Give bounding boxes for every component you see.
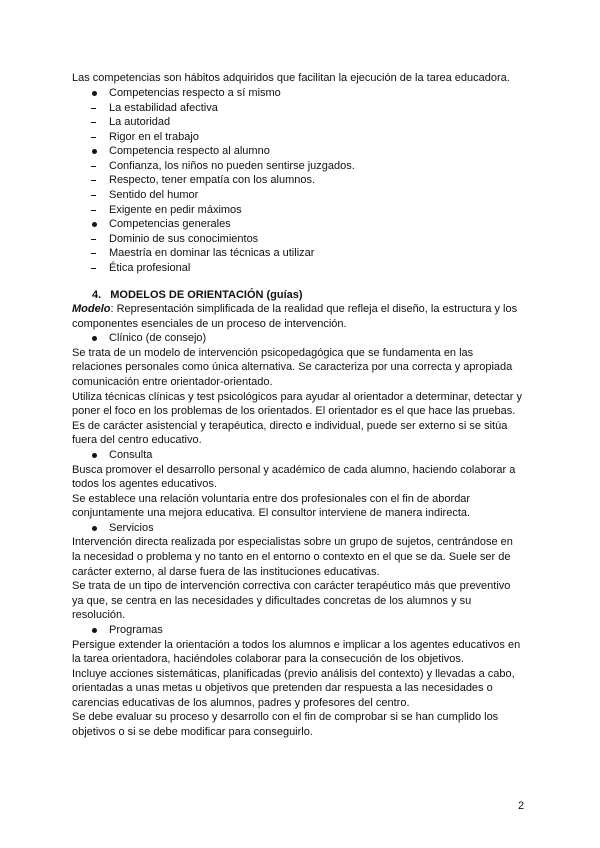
list-item: La estabilidad afectiva (89, 101, 218, 115)
list-item: Competencia respecto al alumno (89, 144, 270, 158)
list-item: Maestría en dominar las técnicas a utilizar (89, 246, 314, 260)
paragraph-line: comunicación entre orientador-orientado. (72, 376, 273, 388)
paragraph-line: orientadas a unas metas u objetivos que pretenden dar respuesta a las necesidades o (72, 682, 493, 694)
dash-icon (89, 261, 109, 275)
paragraph-line: la tarea orientadora, haciéndoles colaborar para la consecución de los objetivos. (72, 653, 464, 665)
bullet-icon (89, 521, 109, 535)
list-item: Sentido del humor (89, 188, 198, 202)
paragraph-line: todos los agentes educativos. (72, 478, 217, 490)
dash-icon (89, 159, 109, 173)
paragraph-line: carencias educativas de los alumnos, padres y profesores del centro. (72, 697, 410, 709)
subheading-programas: Programas (89, 623, 163, 637)
paragraph-line: carácter externo, al darse fuera de las instituciones educativas. (72, 566, 380, 578)
bullet-icon (89, 623, 109, 637)
paragraph-line: Utiliza técnicas clínicas y test psicológicos para ayudar al orientador a determinar, detectar y (72, 391, 522, 403)
dash-icon (89, 232, 109, 246)
bullet-icon (89, 331, 109, 345)
subheading-consulta: Consulta (89, 448, 152, 462)
dash-icon (89, 101, 109, 115)
bullet-icon (89, 144, 109, 158)
paragraph-line: poner el foco en los problemas de los orientados. El orientador es el que hace las pruebas. (72, 405, 516, 417)
subheading-servicios: Servicios (89, 521, 154, 535)
dash-icon (89, 246, 109, 260)
paragraph-line: objetivos o si se debe modificar para conseguirlo. (72, 726, 313, 738)
modelo-label: Modelo (72, 303, 111, 315)
paragraph-line: Intervención directa realizada por especialistas sobre un grupo de sujetos, centrándose en (72, 536, 513, 548)
paragraph-line: Busca promover el desarrollo personal y académico de cada alumno, haciendo colaborar a (72, 464, 516, 476)
paragraph-line: la necesidad o problema y no tanto en el entorno o contexto en el que se da. Suele ser de (72, 551, 511, 563)
bullet-icon (89, 448, 109, 462)
dash-icon (89, 203, 109, 217)
paragraph-line: Se trata de un modelo de intervención psicopedagógica que se fundamenta en las (72, 347, 474, 359)
dash-icon (89, 130, 109, 144)
dash-icon (89, 115, 109, 129)
paragraph-line: fuera del centro educativo. (72, 434, 202, 446)
list-item: Competencias generales (89, 217, 231, 231)
paragraph-line: relaciones personales como única alternativa. Se caracteriza por una correcta y apropiada (72, 361, 513, 373)
list-item: Dominio de sus conocimientos (89, 232, 258, 246)
list-item: Rigor en el trabajo (89, 130, 199, 144)
section-number: 4. (92, 289, 102, 301)
paragraph-line: Se debe evaluar su proceso y desarrollo con el fin de comprobar si se han cumplido los (72, 711, 499, 723)
bullet-icon (89, 217, 109, 231)
modelo-line-1 (72, 302, 517, 316)
list-item: Competencias respecto a sí mismo (89, 86, 281, 100)
paragraph-line: Se trata de un tipo de intervención correctiva con carácter terapéutico más que preventivo (72, 580, 511, 592)
paragraph-line: Se establece una relación voluntaria entre dos profesionales con el fin de abordar (72, 493, 471, 505)
paragraph-line: Persigue extender la orientación a todos los alumnos e implicar a los agentes educativos en (72, 639, 521, 651)
list-item: La autoridad (89, 115, 170, 129)
section-heading (92, 288, 303, 302)
modelo-text: : Representación simplificada de la realidad que refleja el diseño, la estructura y los (110, 303, 518, 315)
bullet-icon (89, 86, 109, 100)
dash-icon (89, 188, 109, 202)
paragraph-line: Incluye acciones sistemáticas, planificadas (previo análisis del contexto) y llevadas a cabo, (72, 668, 515, 680)
page-number: 2 (518, 800, 525, 812)
list-item: Exigente en pedir máximos (89, 203, 242, 217)
subheading-clinico: Clínico (de consejo) (89, 331, 206, 345)
list-item: Confianza, los niños no pueden sentirse juzgados. (89, 159, 355, 173)
paragraph-line: resolución. (72, 609, 126, 621)
section-title: MODELOS DE ORIENTACIÓN (guías) (110, 289, 303, 301)
list-item: Ética profesional (89, 261, 190, 275)
paragraph-line: ya que, se centra en las necesidades y dificultades concretas de los alumnos y su (72, 595, 472, 607)
dash-icon (89, 173, 109, 187)
paragraph-line: Es de carácter asistencial y terapéutica, directo e individual, puede ser externo si se sitúa (72, 420, 508, 432)
list-item: Respecto, tener empatía con los alumnos. (89, 173, 315, 187)
intro-text: Las competencias son hábitos adquiridos que facilitan la ejecución de la tarea educadora. (72, 72, 510, 84)
modelo-line-2: componentes esenciales de un proceso de intervención. (72, 318, 347, 330)
paragraph-line: conjuntamente una mejora educativa. El consultor interviene de manera indirecta. (72, 507, 471, 519)
